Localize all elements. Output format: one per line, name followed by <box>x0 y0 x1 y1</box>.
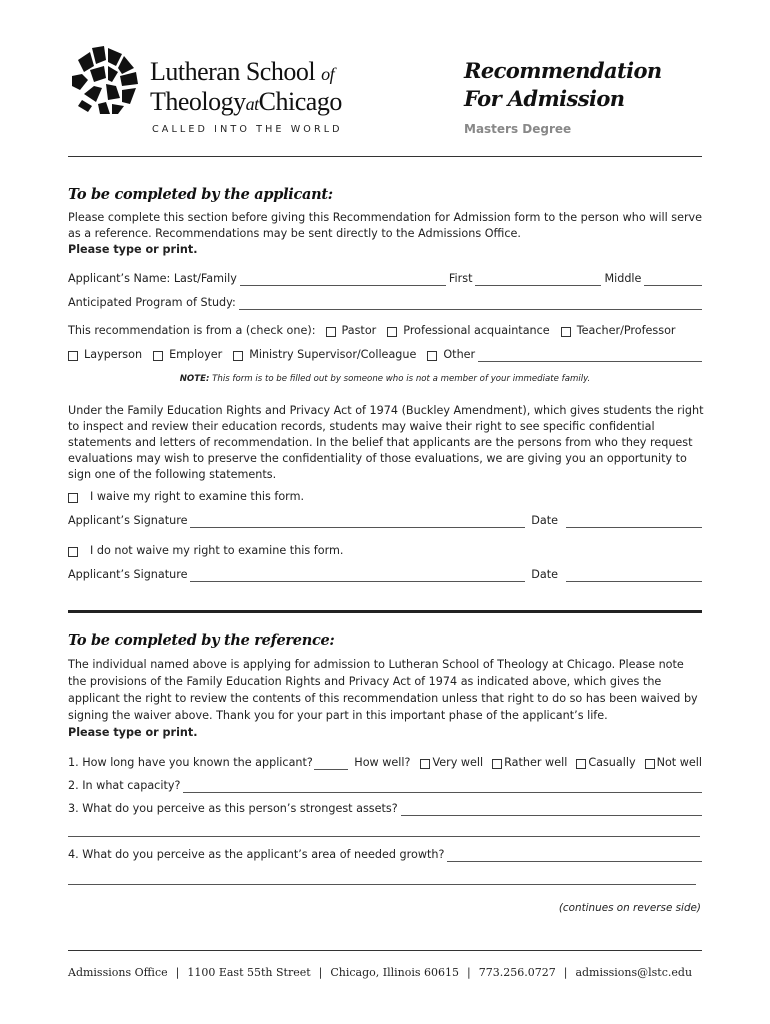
form-subtitle: Masters Degree <box>464 122 572 136</box>
cross-seal-icon <box>70 46 140 116</box>
waive-row <box>68 490 702 504</box>
name-last-label: Applicant’s Name: Last/Family <box>68 272 237 285</box>
continues-note: (continues on reverse side) <box>558 902 701 914</box>
option-layperson[interactable]: Layperson <box>68 348 142 362</box>
recommender-type-label: This recommendation is from a (check one): <box>68 324 316 337</box>
last-name-field[interactable] <box>240 275 446 286</box>
footer-phone: 773.256.0727 <box>478 966 556 979</box>
question-2-row <box>68 779 702 793</box>
footer-email-link[interactable]: admissions@lstc.edu <box>575 966 693 979</box>
question-4-row <box>68 848 702 862</box>
checkbox[interactable] <box>233 351 243 361</box>
program-row <box>68 296 702 310</box>
checkbox[interactable] <box>576 759 586 769</box>
assets-field[interactable] <box>401 805 702 816</box>
tagline: CALLED INTO THE WORLD <box>152 124 343 135</box>
recommender-type-row-1 <box>68 324 702 338</box>
not-waive-row <box>68 544 702 558</box>
middle-name-field[interactable] <box>644 275 702 286</box>
checkbox[interactable] <box>645 759 655 769</box>
date-label: Date <box>531 568 558 581</box>
recommender-type-row-2 <box>68 348 702 362</box>
footer-contact: Admissions Office | 1100 East 55th Street | Chicago, Illinois 60615 | 773.256.0727 | admissions@lstc.edu <box>68 966 693 979</box>
name-first-label: First <box>448 272 473 285</box>
option-rather-well[interactable]: Rather well <box>492 756 567 770</box>
school-name: Lutheran School of TheologyatChicago <box>150 57 342 116</box>
footer-office: Admissions Office <box>68 966 168 979</box>
option-employer[interactable]: Employer <box>153 348 222 362</box>
checkbox[interactable] <box>420 759 430 769</box>
ferpa-statement: Under the Family Education Rights and Privacy Act of 1974 (Buckley Amendment), which gives students the right to inspect and review their education records, students may waive their right to see specific confidential statements and letters of recommendation. In the belief that applicants are the persons from who they request evaluations may wish to preserve the confidentiality of those evaluations, we are giving you an opportunity to sign one of the following statements. <box>68 404 704 481</box>
reference-intro: The individual named above is applying for admission to Lutheran School of Theology at Chicago. Please note the provisions of the Family Education Rights and Privacy Act of 1974 as indicated above, which gives the applicant the right to review the contents of this recommendation unless that right to do so has been waived by signing the waiver above. Thank you for your part in this important phase of the applicant’s life. Please type or print. <box>68 658 698 739</box>
option-very-well[interactable]: Very well <box>420 756 483 770</box>
option-not-waive[interactable]: I do not waive my right to examine this form. <box>68 544 343 558</box>
duration-field[interactable] <box>314 759 348 770</box>
date-label: Date <box>531 514 558 527</box>
assets-field-continued[interactable] <box>68 836 700 837</box>
option-casually[interactable]: Casually <box>576 756 635 770</box>
checkbox[interactable] <box>68 493 78 503</box>
applicant-section-heading: To be completed by the applicant: <box>68 186 333 203</box>
checkbox[interactable] <box>387 327 397 337</box>
header-divider <box>68 156 702 157</box>
option-teacher-professor[interactable]: Teacher/Professor <box>561 324 676 338</box>
family-note: NOTE: This form is to be filled out by someone who is not a member of your immediate family. <box>179 374 591 384</box>
question-3-row <box>68 802 702 816</box>
question-2-label: 2. In what capacity? <box>68 779 181 792</box>
footer-address: 1100 East 55th Street <box>187 966 311 979</box>
name-middle-label: Middle <box>604 272 642 285</box>
option-not-well[interactable]: Not well <box>645 756 702 770</box>
program-field[interactable] <box>239 299 702 310</box>
question-1-row <box>68 756 702 770</box>
option-other[interactable]: Other <box>427 348 475 362</box>
applicant-intro: Please complete this section before giving this Recommendation for Admission form to the person who will serve as a reference. Recommendations may be sent directly to the Admissions Office. Please type or print. <box>68 211 703 256</box>
form-title: Recommendation For Admission <box>464 58 662 111</box>
growth-field-continued[interactable] <box>68 884 696 885</box>
checkbox[interactable] <box>153 351 163 361</box>
how-well-label: How well? <box>354 756 411 769</box>
signature-label: Applicant’s Signature <box>68 514 188 527</box>
growth-field[interactable] <box>447 851 702 862</box>
footer-city: Chicago, Illinois 60615 <box>330 966 460 979</box>
capacity-field[interactable] <box>183 782 702 793</box>
program-label: Anticipated Program of Study: <box>68 296 236 309</box>
checkbox[interactable] <box>427 351 437 361</box>
applicant-name-row <box>68 272 702 286</box>
checkbox[interactable] <box>68 547 78 557</box>
signature-field[interactable] <box>190 517 525 528</box>
option-ministry-supervisor[interactable]: Ministry Supervisor/Colleague <box>233 348 416 362</box>
option-waive[interactable]: I waive my right to examine this form. <box>68 490 304 504</box>
date-field[interactable] <box>566 571 702 582</box>
question-4-label: 4. What do you perceive as the applicant’s area of needed growth? <box>68 848 445 861</box>
other-field[interactable] <box>478 351 702 362</box>
footer-divider <box>68 950 702 951</box>
question-1-label: 1. How long have you known the applicant? <box>68 756 313 769</box>
checkbox[interactable] <box>326 327 336 337</box>
first-name-field[interactable] <box>475 275 601 286</box>
option-pastor[interactable]: Pastor <box>326 324 377 338</box>
signature-label: Applicant’s Signature <box>68 568 188 581</box>
checkbox[interactable] <box>561 327 571 337</box>
question-3-label: 3. What do you perceive as this person’s strongest assets? <box>68 802 398 815</box>
date-field[interactable] <box>566 517 702 528</box>
checkbox[interactable] <box>492 759 502 769</box>
reference-section-heading: To be completed by the reference: <box>68 632 335 649</box>
checkbox[interactable] <box>68 351 78 361</box>
signature-row-2 <box>68 568 702 582</box>
signature-row-1 <box>68 514 702 528</box>
section-divider <box>68 610 702 613</box>
option-professional-acquaintance[interactable]: Professional acquaintance <box>387 324 549 338</box>
signature-field[interactable] <box>190 571 525 582</box>
